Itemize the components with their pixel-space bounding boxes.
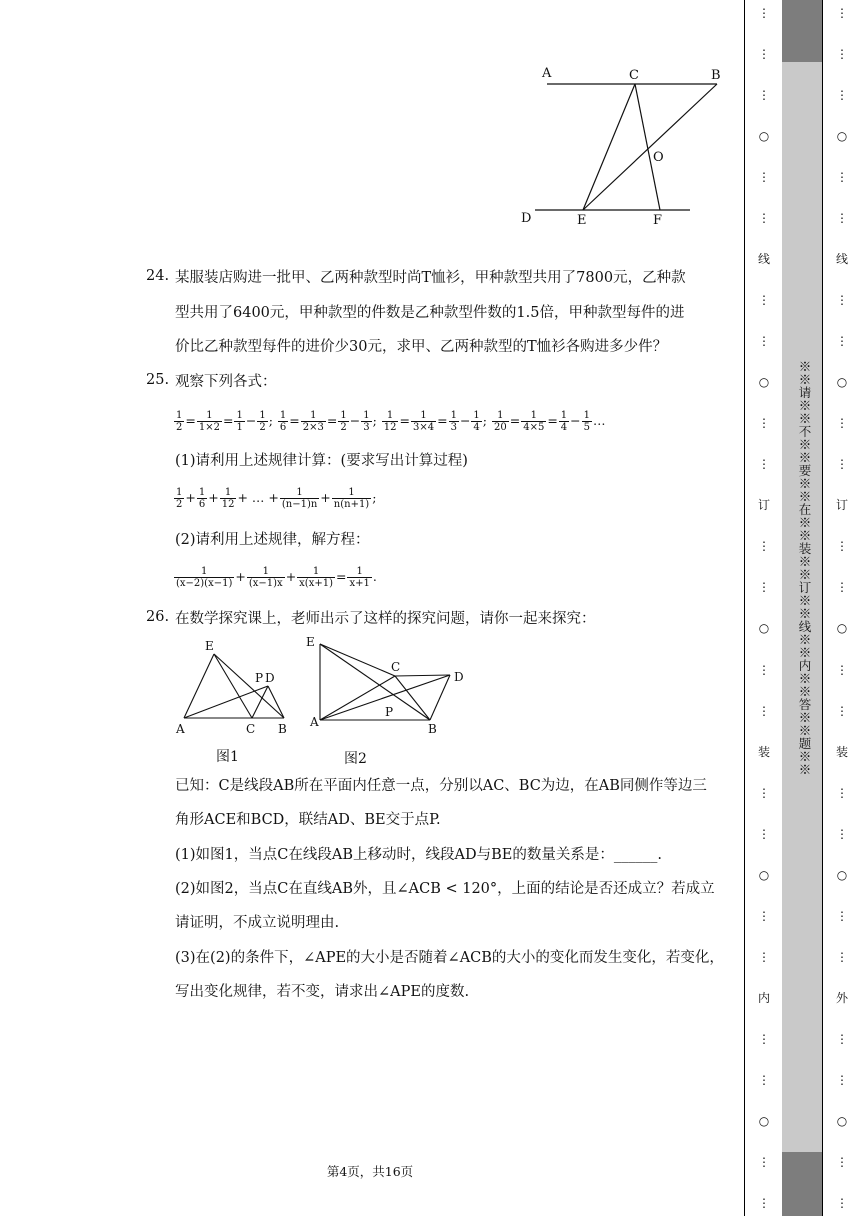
figure-2 <box>300 630 480 745</box>
svg-text:A: A <box>310 715 319 729</box>
q26-part3-line2: 写出变化规律，若不变，请求出∠APE的度数. <box>175 984 470 1000</box>
outer-mark-order: 订 <box>835 498 848 513</box>
svg-text:D: D <box>454 670 464 684</box>
q26-intro: 在数学探究课上，老师出示了这样的探究问题，请你一起来探究： <box>175 611 596 627</box>
label-D: D <box>521 211 532 226</box>
no-answer-warning: ※※请※※不※※要※※在※※装※※订※※线※※内※※答※※题※※ <box>797 360 812 776</box>
q25-formula-row: $\frac{1}{2}$ = $\frac{1}{1\times 2}$ = $\frac{1}{1}$ − $\frac{1}{2}$ ; $\frac{1}{6}$ = $\frac{1}{2\times 3}$ = $\frac{1}{2}$ − $\frac{1}{3}$ ; $\frac{1}{12}$ = $\frac{1}{3\times 4}$ = $\frac{1}{3}$ − $\frac{1}{4}$ ; $\frac{1}{20}$ = $\frac{1}{4\times 5}$ = $\frac{1}{4}$ − $\frac{1}{5}$ … <box>176 410 606 433</box>
q26-part3-line1: (3)在(2)的条件下，∠APE的大小是否随着∠ACB的大小的变化而发生变化，若变化， <box>175 950 724 966</box>
svg-text:A: A <box>176 722 185 736</box>
q25-intro: 观察下列各式： <box>175 374 277 390</box>
svg-text:P: P <box>255 671 264 685</box>
outer-binding-strip <box>822 0 860 1216</box>
q25-equation: $\frac{1}{(x-2)(x-1)}$ + $\frac{1}{(x-1)x}$ + $\frac{1}{x(x+1)}$ = $\frac{1}{x+1}$ . <box>176 566 377 589</box>
svg-text:B: B <box>428 722 437 736</box>
inner-mark-order: 订 <box>757 498 770 513</box>
q25-part2: (2)请利用上述规律，解方程： <box>175 532 370 548</box>
outer-mark-line: 线 <box>835 252 848 267</box>
q24-line1: 某服装店购进一批甲、乙两种款型时尚T恤衫，甲种款型共用了7800元，乙种款 <box>175 270 686 286</box>
page-footer: 第4页，共16页 <box>326 1164 414 1179</box>
inner-mark-bind: 装 <box>757 744 770 759</box>
svg-text:B: B <box>278 722 287 736</box>
q26-given-line1: 已知：C是线段AB所在平面内任意一点，分别以AC、BC为边，在AB同侧作等边三 <box>175 778 707 794</box>
q26-part2-line1: (2)如图2，当点C在直线AB外，且∠ACB < 120°，上面的结论是否还成立？若成立 <box>175 881 715 897</box>
label-C: C <box>629 68 639 83</box>
figure-parallel-lines <box>515 60 730 232</box>
figure-1 <box>172 636 297 741</box>
q25-number: 25. <box>146 372 170 388</box>
label-B: B <box>711 68 721 83</box>
inner-mark-line: 线 <box>757 252 770 267</box>
q26-given-line2: 角形ACE和BCD，联结AD、BE交于点P. <box>175 812 441 828</box>
svg-text:E: E <box>306 635 315 649</box>
label-E: E <box>577 213 587 228</box>
inner-binding-strip <box>744 0 784 1216</box>
inner-dotted-column: ⋮ ⋮ ⋮ ○ ⋮ ⋮ 线 ⋮ ⋮ ○ ⋮ ⋮ 订 ⋮ ⋮ ○ ⋮ ⋮ 装 ⋮ ⋮ ○ ⋮ ⋮ 内 ⋮ ⋮ ○ ⋮ ⋮ <box>757 6 770 1210</box>
svg-text:C: C <box>391 660 401 674</box>
q25-part1: (1)请利用上述规律计算：(要求写出计算过程) <box>175 453 468 469</box>
svg-text:E: E <box>205 639 214 653</box>
label-O: O <box>653 150 664 165</box>
warning-strip <box>782 0 822 1216</box>
inner-mark-inside: 内 <box>757 990 770 1005</box>
q24-line3: 价比乙种款型每件的进价少30元，求甲、乙两种款型的T恤衫各购进多少件？ <box>175 339 668 355</box>
q26-part1: (1)如图1，当点C在线段AB上移动时，线段AD与BE的数量关系是：______. <box>175 847 662 863</box>
q24-number: 24. <box>146 268 170 284</box>
outer-mark-bind: 装 <box>835 744 848 759</box>
label-F: F <box>653 213 663 228</box>
q26-part2-line2: 请证明，不成立说明理由. <box>175 915 340 931</box>
figure-1-caption: 图1 <box>216 749 239 765</box>
q26-number: 26. <box>146 609 170 625</box>
outer-dotted-column: ⋮ ⋮ ⋮ ○ ⋮ ⋮ 线 ⋮ ⋮ ○ ⋮ ⋮ 订 ⋮ ⋮ ○ ⋮ ⋮ 装 ⋮ ⋮ ○ ⋮ ⋮ 外 ⋮ ⋮ ○ ⋮ ⋮ <box>835 6 848 1210</box>
figure-2-caption: 图2 <box>344 751 367 767</box>
svg-text:C: C <box>246 722 256 736</box>
svg-text:P: P <box>385 705 394 719</box>
q24-line2: 型共用了6400元，甲种款型的件数是乙种款型件数的1.5倍，甲种款型每件的进 <box>175 305 685 321</box>
outer-mark-outside: 外 <box>835 990 848 1005</box>
q25-sum-expression: $\frac{1}{2}$ + $\frac{1}{6}$ + $\frac{1}{12}$ + … + $\frac{1}{(n-1)n}$ + $\frac{1}{n(n+1)}$ ; <box>176 487 377 510</box>
svg-text:D: D <box>265 671 275 685</box>
label-A: A <box>542 66 552 81</box>
